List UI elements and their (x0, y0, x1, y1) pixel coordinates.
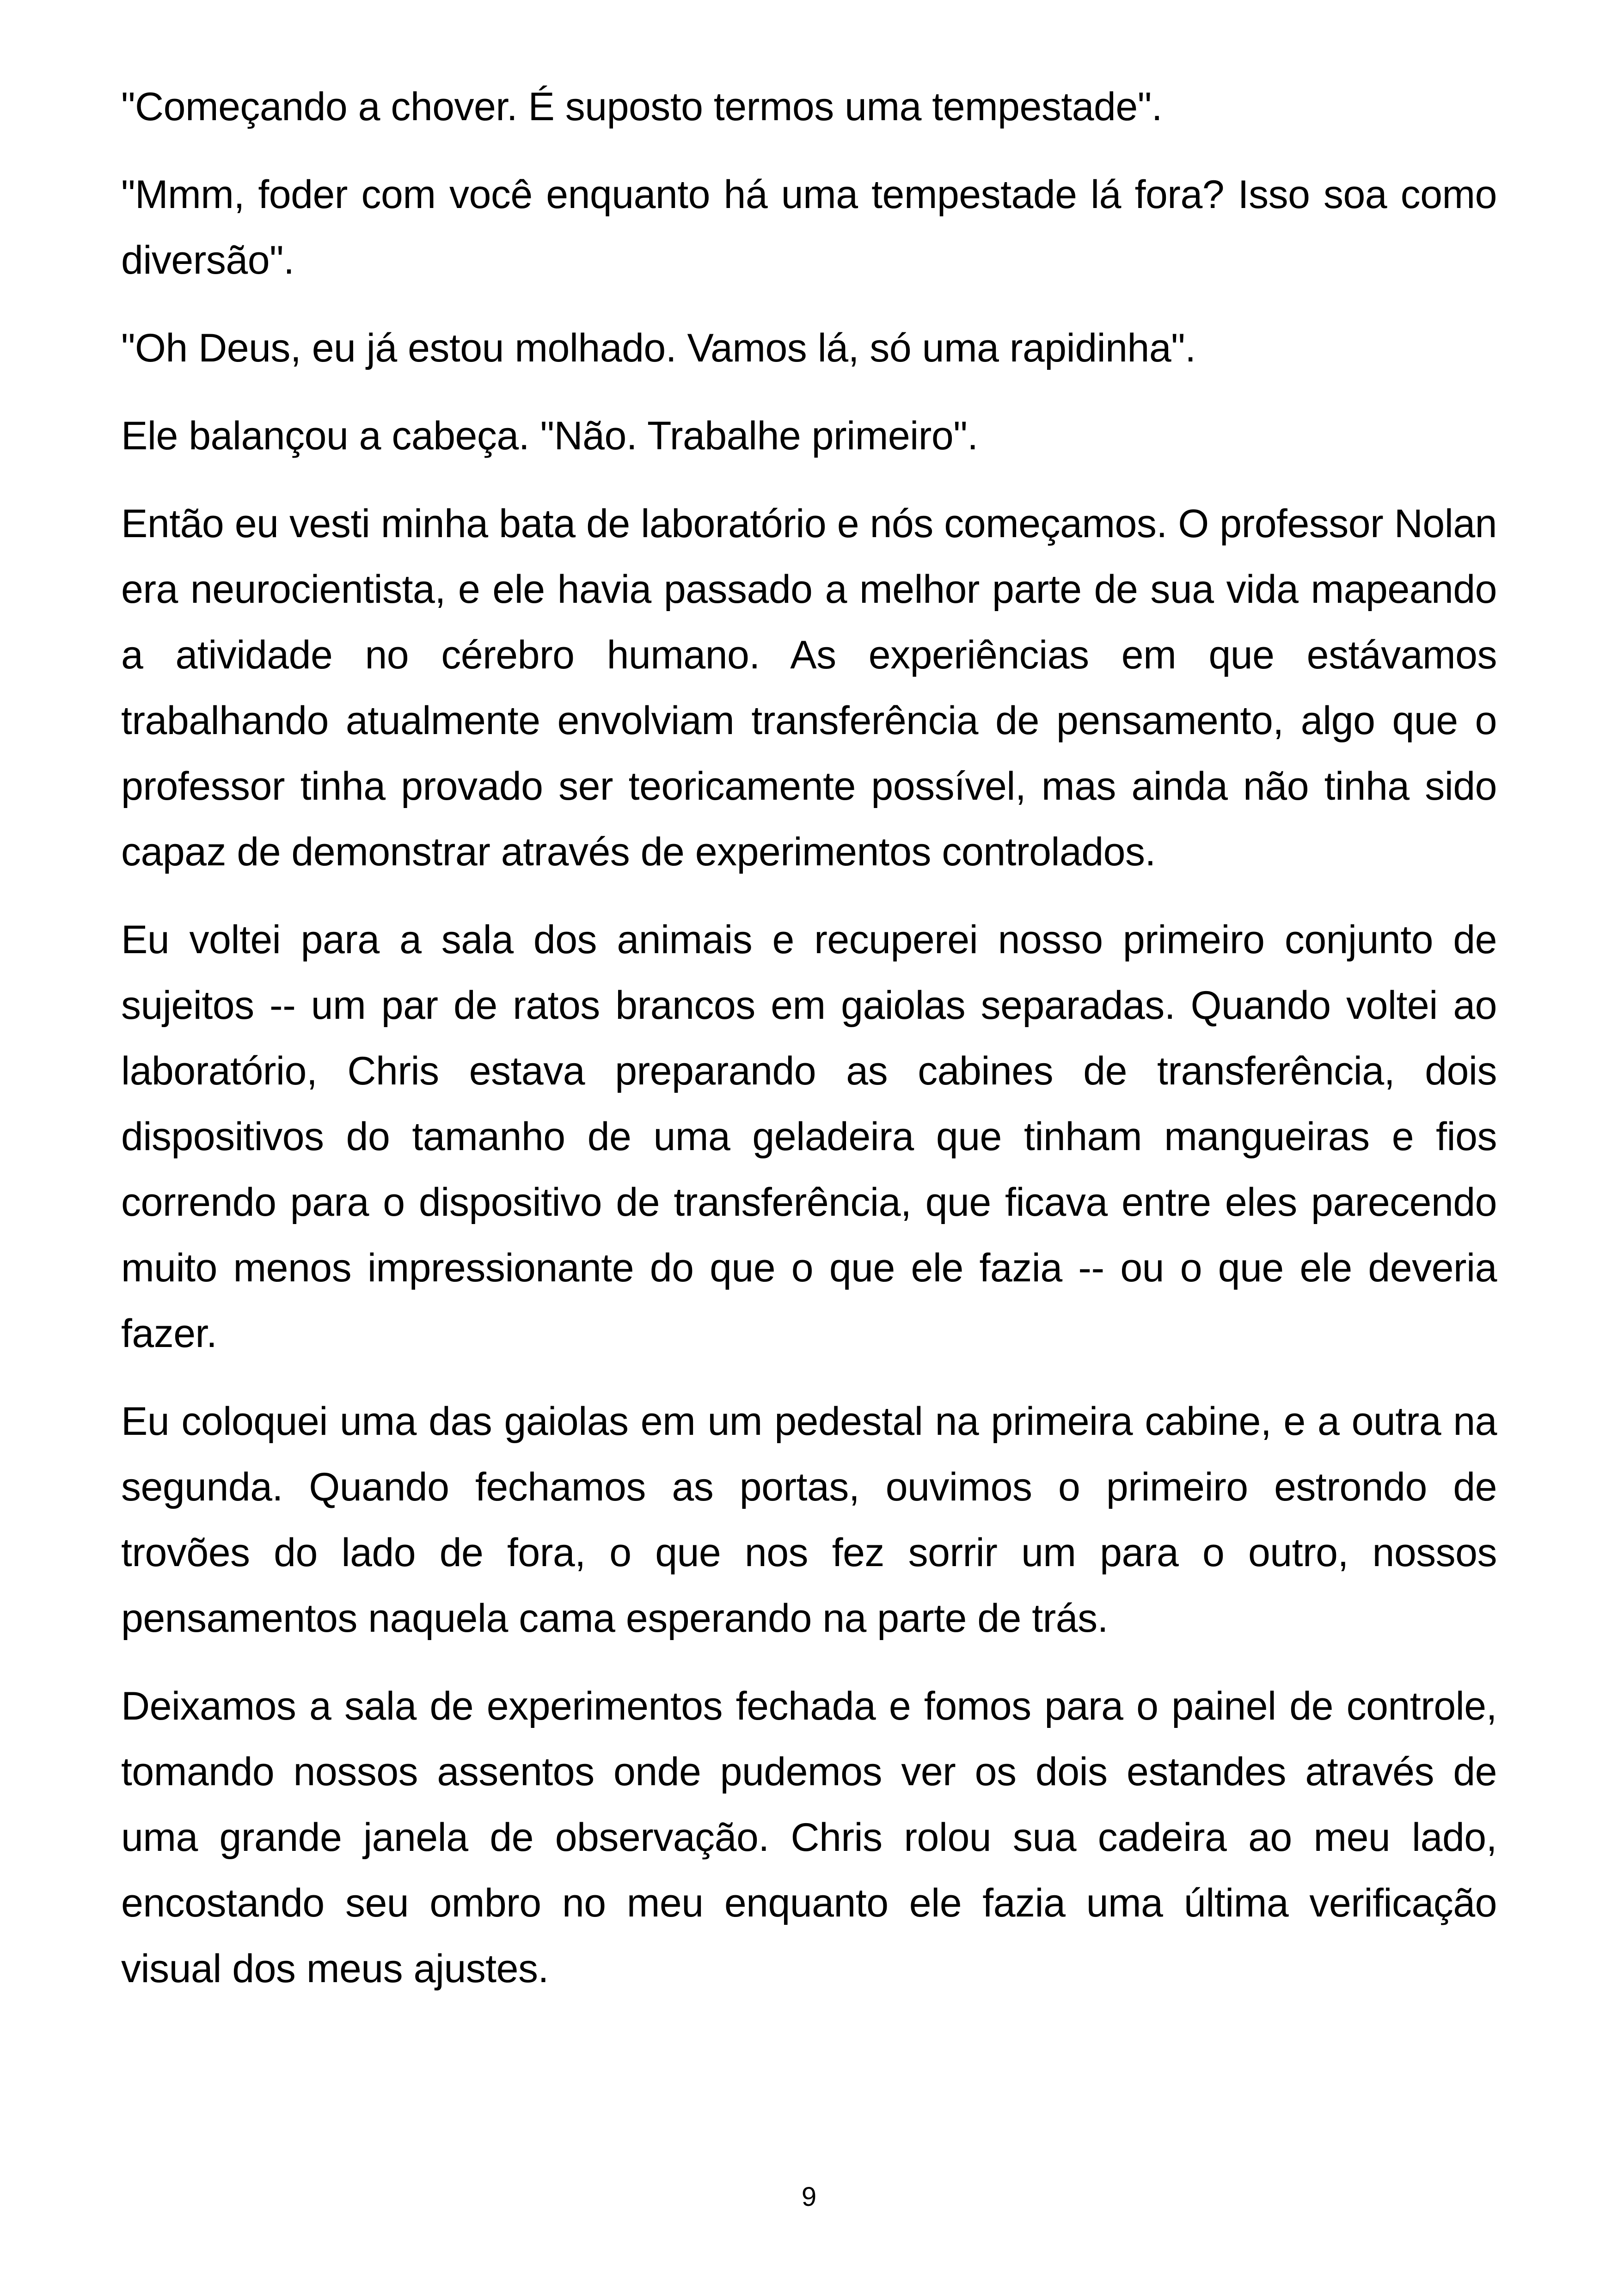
page-number: 9 (801, 2182, 817, 2212)
text-body (121, 74, 1497, 2024)
paragraph: Então eu vesti minha bata de laboratório e nós começamos. O professor Nolan era neurocientista, e ele havia passado a melhor parte de sua vida mapeando a atividade no cérebro humano. As experiências em que estávamos trabalhando atualmente envolviam transferência de pensamento, algo que o professor tinha provado ser teoricamente possível, mas ainda não tinha sido capaz de demonstrar através de experimentos controlados. (121, 502, 1497, 874)
paragraph: Eu coloquei uma das gaiolas em um pedestal na primeira cabine, e a outra na segunda. Quando fechamos as portas, ouvimos o primeiro estrondo de trovões do lado de fora, o que nos fez sorrir um para o outro, nossos pensamentos naquela cama esperando na parte de trás. (121, 1399, 1497, 1641)
paragraph: Eu voltei para a sala dos animais e recuperei nosso primeiro conjunto de sujeitos -- um par de ratos brancos em gaiolas separadas. Quando voltei ao laboratório, Chris estava preparando as cabines de transferência, dois dispositivos do tamanho de uma geladeira que tinham mangueiras e fios correndo para o dispositivo de transferência, que ficava entre eles parecendo muito menos impressionante do que o que ele fazia -- ou o que ele deveria fazer. (121, 918, 1497, 1356)
paragraph: "Mmm, foder com você enquanto há uma tempestade lá fora? Isso soa como diversão". (121, 172, 1497, 282)
paragraph: Deixamos a sala de experimentos fechada e fomos para o painel de controle, tomando nossos assentos onde pudemos ver os dois estandes através de uma grande janela de observação. Chris rolou sua cadeira ao meu lado, encostando seu ombro no meu enquanto ele fazia uma última verificação visual dos meus ajustes. (121, 1684, 1497, 1991)
paragraph: "Oh Deus, eu já estou molhado. Vamos lá, só uma rapidinha". (121, 326, 1196, 370)
paragraph: "Começando a chover. É suposto termos uma tempestade". (121, 85, 1163, 129)
paragraph: Ele balançou a cabeça. "Não. Trabalhe primeiro". (121, 414, 978, 458)
